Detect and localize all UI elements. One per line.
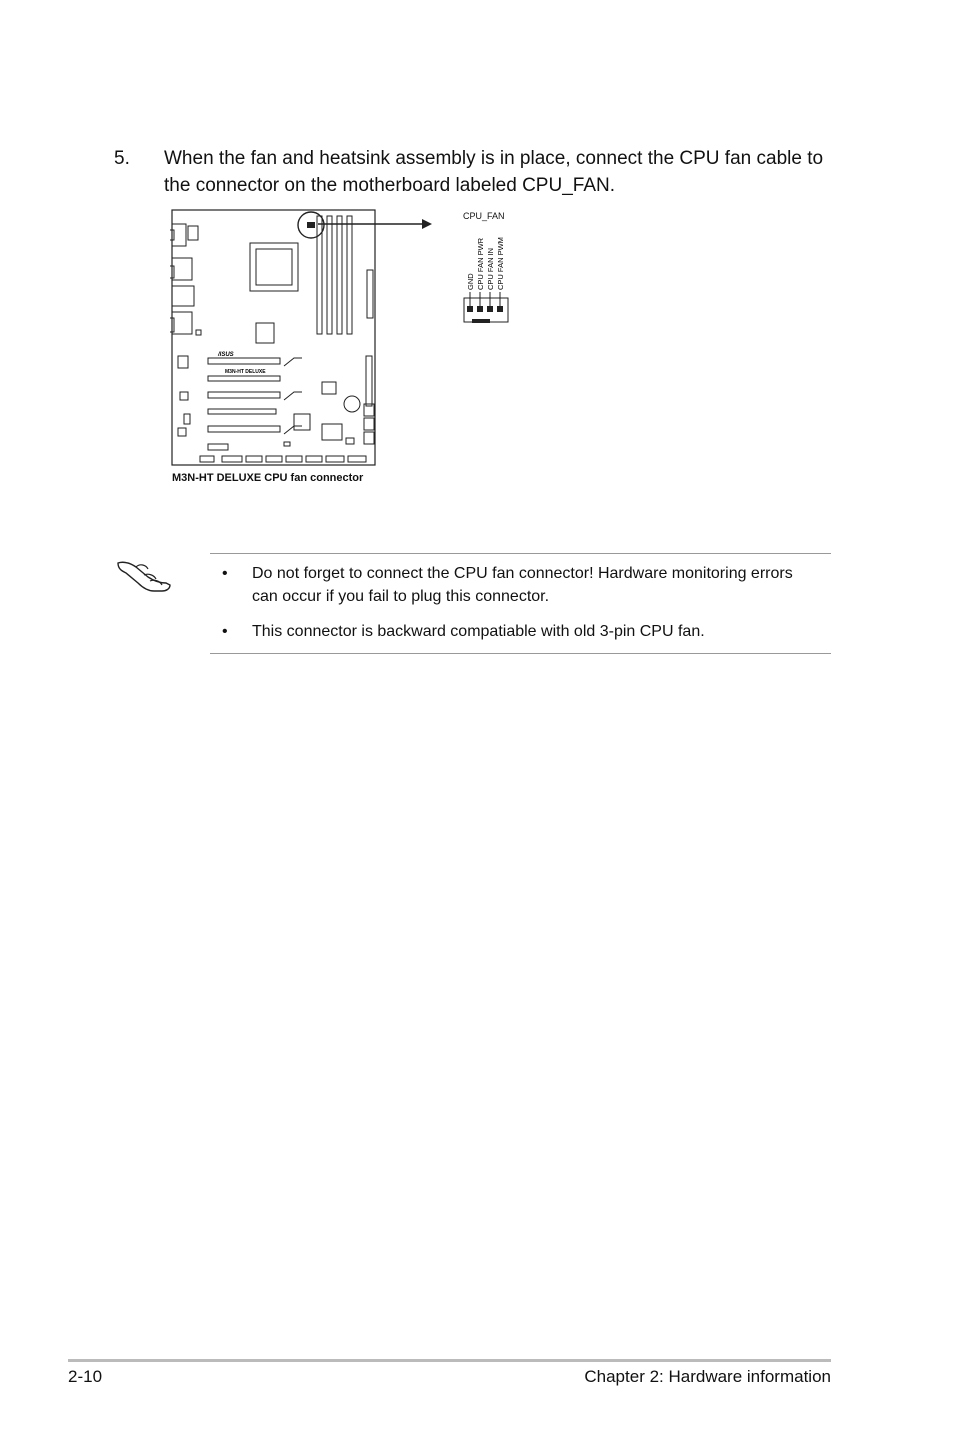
note-list <box>214 562 814 655</box>
motherboard-diagram <box>170 208 380 468</box>
chapter-title: Chapter 2: Hardware information <box>584 1367 831 1386</box>
hand-pointing-icon <box>114 553 174 595</box>
note-top-rule <box>210 553 831 554</box>
bullet: • <box>222 565 228 582</box>
pin-label-in: CPU FAN IN <box>486 247 495 290</box>
brand-logo: /ISUS <box>218 352 234 358</box>
note-text: This connector is backward compatiable with old 3-pin CPU fan. <box>252 623 705 640</box>
step-text: When the fan and heatsink assembly is in place, connect the CPU fan cable to the connector on the motherboard labeled CPU_FAN. <box>164 148 824 196</box>
connector-detail <box>460 224 520 328</box>
note-bottom-rule <box>210 653 831 654</box>
diagram-caption: M3N-HT DELUXE CPU fan connector <box>172 472 364 484</box>
note-item <box>214 562 814 608</box>
bullet: • <box>222 623 228 640</box>
footer-rule <box>68 1359 831 1362</box>
page-number: 2-10 <box>68 1367 103 1386</box>
note-text: Do not forget to connect the CPU fan connector! Hardware monitoring errors can occur if you fail to plug this connector. <box>252 565 793 605</box>
pin-label-pwr: CPU FAN PWR <box>476 237 485 290</box>
connector-title: CPU_FAN <box>463 211 505 221</box>
board-label: M3N-HT DELUXE <box>225 369 266 375</box>
note-item <box>214 620 814 643</box>
pointer-arrow <box>316 216 436 232</box>
step-number: 5. <box>114 148 130 169</box>
pin-label-pwm: CPU FAN PWM <box>496 237 505 290</box>
pin-label-gnd: GND <box>466 273 475 290</box>
